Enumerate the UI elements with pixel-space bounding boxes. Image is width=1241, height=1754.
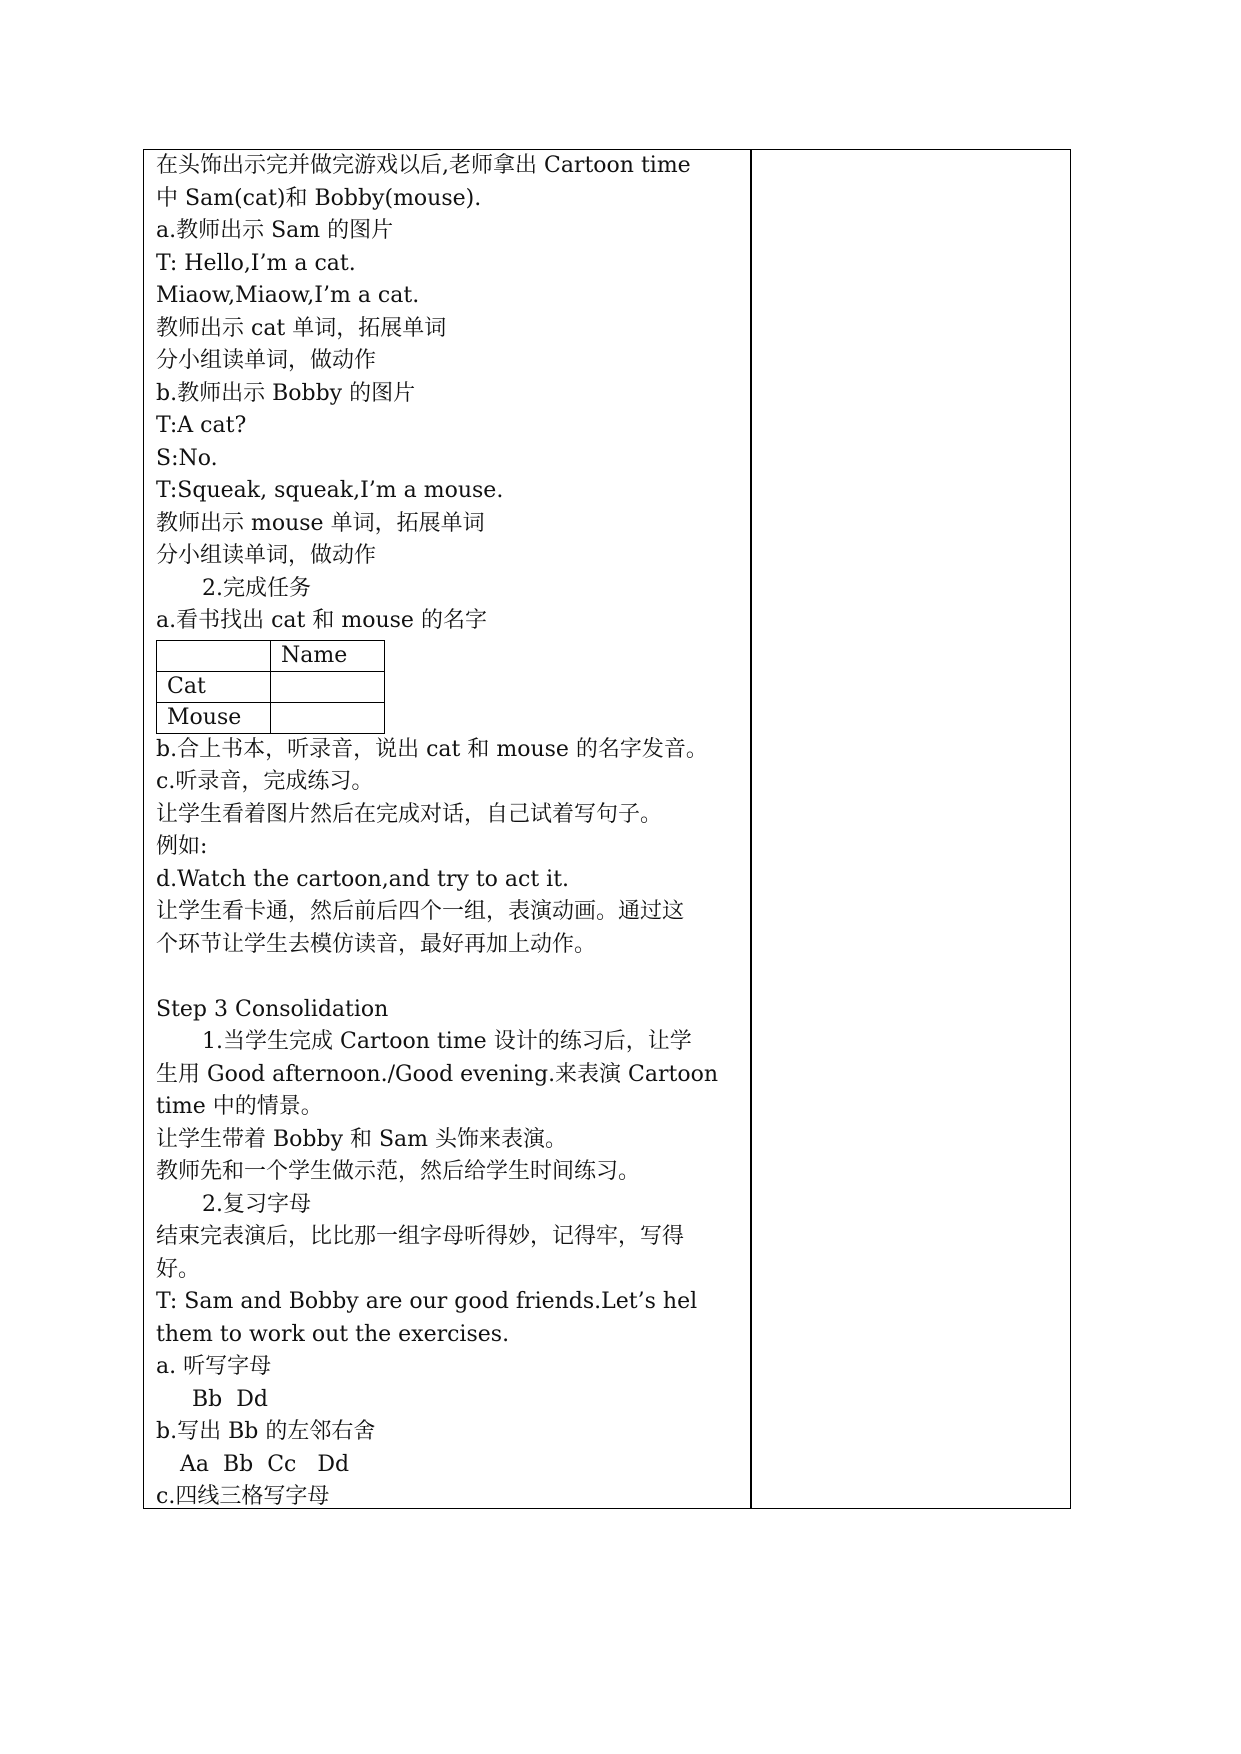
table-header-name: Name <box>271 640 385 671</box>
table-row <box>157 640 385 671</box>
text-line: 分小组读单词，做动作 <box>156 348 377 373</box>
text-line: 让学生看卡通，然后前后四个一组，表演动画。通过这 <box>156 899 685 924</box>
text-line: T:A cat? <box>156 413 247 438</box>
text-line: 教师先和一个学生做示范，然后给学生时间练习。 <box>156 1159 641 1184</box>
text-line: T:Squeak, squeak,I’m a mouse. <box>156 478 504 503</box>
text-line: b.写出 Bb 的左邻右舍 <box>156 1419 376 1444</box>
table-cell <box>271 671 385 702</box>
lesson-content-cell <box>156 150 751 1514</box>
step3-item2-heading: 2.复习字母 <box>202 1191 311 1217</box>
step3-heading: Step 3 Consolidation <box>156 996 389 1022</box>
text-line: 在头饰出示完并做完游戏以后,老师拿出 Cartoon time <box>156 153 691 178</box>
table-cell: Mouse <box>157 702 271 733</box>
text-line: 教师出示 cat 单词，拓展单词 <box>156 315 447 341</box>
text-line: 生用 Good afternoon./Good evening.来表演 Cartoon <box>156 1061 719 1087</box>
text-line: d.Watch the cartoon,and try to act it. <box>156 866 570 892</box>
text-line: T: Hello,I’m a cat. <box>156 250 356 276</box>
text-line: 结束完表演后，比比那一组字母听得妙，记得牢，写得 <box>156 1224 685 1249</box>
text-line: a. 听写字母 <box>156 1354 272 1379</box>
text-line: a.看书找出 cat 和 mouse 的名字 <box>156 608 487 633</box>
text-line: c.四线三格写字母 <box>156 1484 330 1509</box>
text-line: 个环节让学生去模仿读音，最好再加上动作。 <box>156 931 597 957</box>
text-line: c.听录音，完成练习。 <box>156 769 374 794</box>
text-line: 好。 <box>156 1256 201 1282</box>
table-cell <box>157 640 271 671</box>
letters-line: Aa Bb Cc Dd <box>180 1451 350 1477</box>
text-line: 例如: <box>156 834 208 859</box>
text-line: 让学生看着图片然后在完成对话，自己试着写句子。 <box>156 801 663 827</box>
text-line: a.教师出示 Sam 的图片 <box>156 218 394 243</box>
text-line: b.合上书本，听录音，说出 cat 和 mouse 的名字发音。 <box>156 736 708 762</box>
text-line: 中 Sam(cat)和 Bobby(mouse). <box>156 185 482 211</box>
letters-line: Bb Dd <box>192 1386 268 1412</box>
text-line: b.教师出示 Bobby 的图片 <box>156 380 416 406</box>
table-cell: Cat <box>157 671 271 702</box>
text-line: 教师出示 mouse 单词，拓展单词 <box>156 510 485 536</box>
table-row <box>157 671 385 702</box>
name-table <box>156 640 385 734</box>
notes-column-cell <box>752 150 1069 1507</box>
task2-heading: 2.完成任务 <box>202 575 311 601</box>
table-row <box>157 702 385 733</box>
table-cell <box>271 702 385 733</box>
text-line: them to work out the exercises. <box>156 1321 510 1347</box>
text-line: time 中的情景。 <box>156 1094 323 1119</box>
text-line: Miaow,Miaow,I’m a cat. <box>156 283 420 308</box>
text-line: S:No. <box>156 445 218 471</box>
text-line: 让学生带着 Bobby 和 Sam 头饰来表演。 <box>156 1126 568 1152</box>
blank-line <box>156 961 751 994</box>
text-line: T: Sam and Bobby are our good friends.Let’s hel <box>156 1289 698 1314</box>
text-line: 分小组读单词，做动作 <box>156 543 377 568</box>
text-line: 1.当学生完成 Cartoon time 设计的练习后，让学 <box>202 1029 692 1054</box>
